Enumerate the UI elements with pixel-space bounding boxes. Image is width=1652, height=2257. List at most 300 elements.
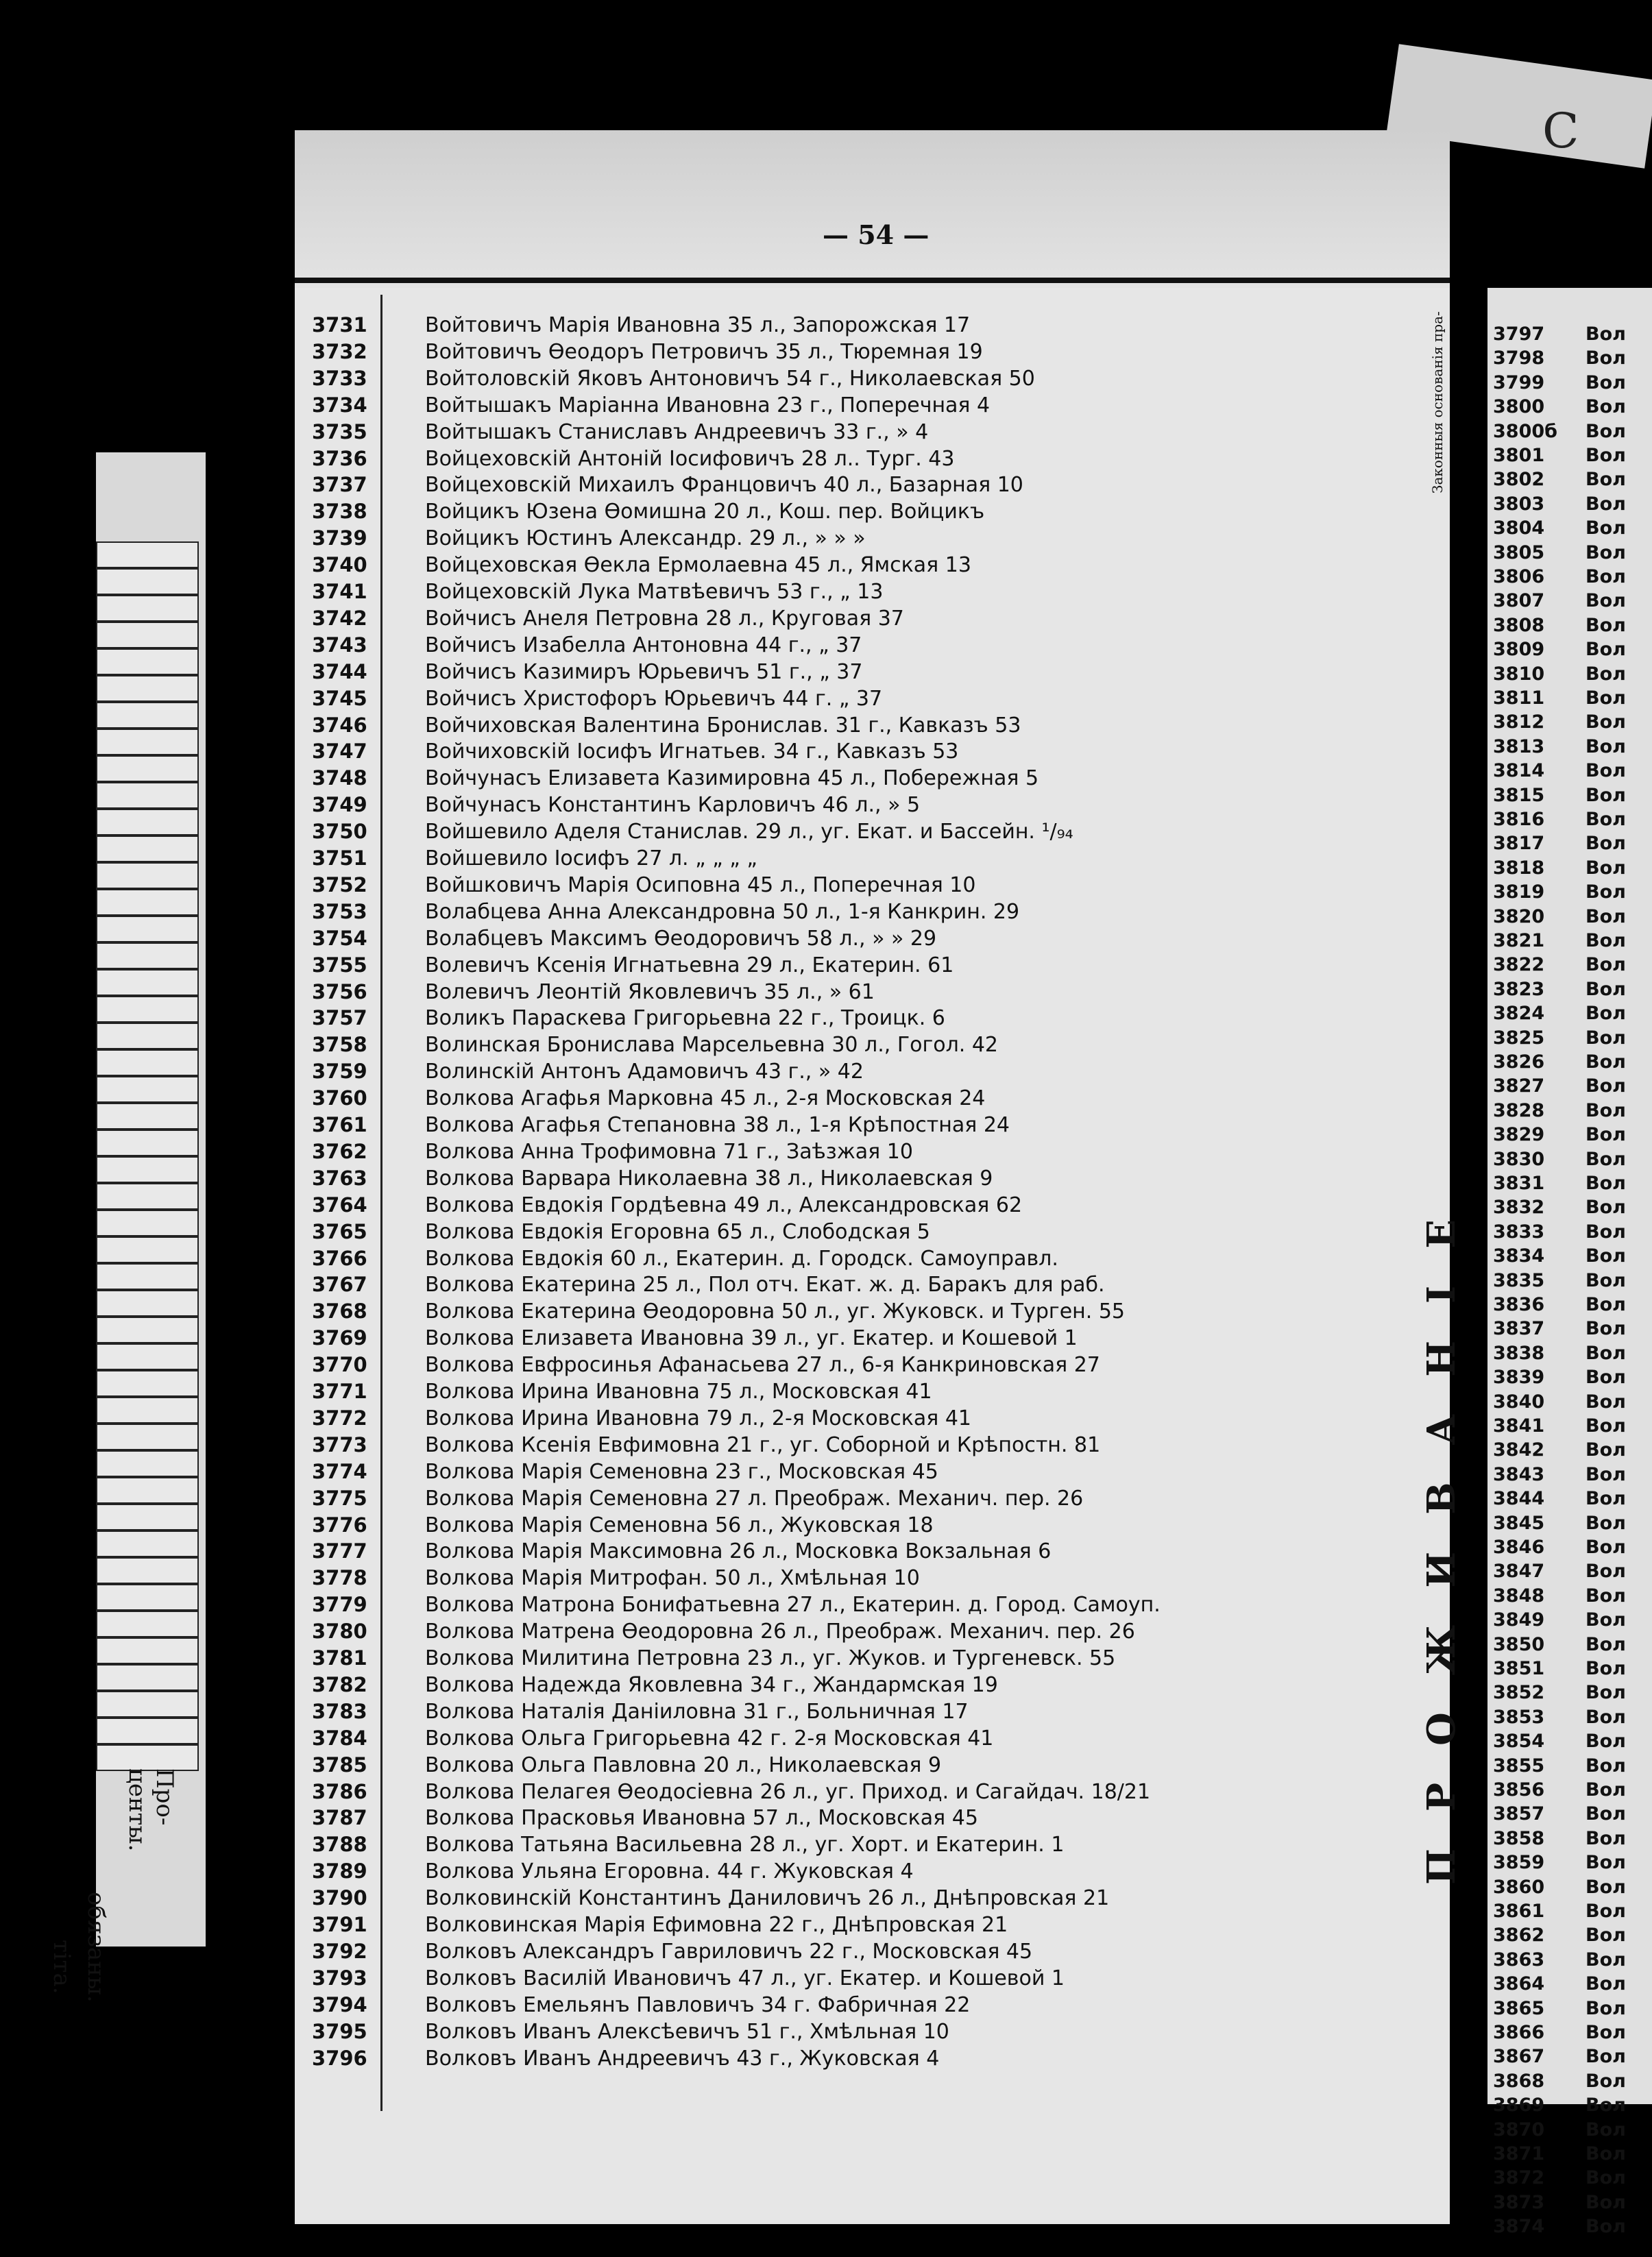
right-entry-text: Вол	[1586, 1949, 1626, 1971]
entry-text: Волкова Екатерина 25 л., Пол отч. Екат. ж. д. Баракъ для раб.	[425, 1273, 1105, 1297]
right-entry-text: Вол	[1586, 954, 1626, 976]
right-entry-number: 3865	[1493, 1997, 1545, 2019]
right-entry-number: 3874	[1493, 2216, 1545, 2238]
entry-number: 3778	[312, 1566, 367, 1590]
table-row	[302, 712, 1021, 738]
entry-number: 3792	[312, 1939, 367, 1963]
right-entry-text: Вол	[1586, 1027, 1626, 1049]
right-entry-text: Вол	[1586, 1197, 1626, 1219]
entry-text: Волкова Ольга Григорьевна 42 г. 2-я Московская 41	[425, 1726, 994, 1750]
table-row	[302, 1219, 930, 1245]
ledger-grid-cell	[96, 809, 199, 835]
entry-number: 3738	[312, 500, 367, 524]
entry-number: 3760	[312, 1086, 367, 1110]
left-strip-labels	[48, 1768, 206, 2042]
right-entry-number: 3861	[1493, 1901, 1545, 1922]
list-item	[1493, 1633, 1626, 1657]
entry-number: 3759	[312, 1060, 367, 1084]
entry-number: 3766	[312, 1246, 367, 1270]
list-item	[1493, 1923, 1626, 1947]
right-entry-number: 3822	[1493, 954, 1545, 976]
entry-text: Волкова Елизавета Ивановна 39 л., уг. Екатер. и Кошевой 1	[425, 1326, 1078, 1351]
right-entry-number: 3818	[1493, 857, 1545, 879]
entry-number: 3750	[312, 820, 367, 844]
list-item	[1493, 1317, 1626, 1341]
right-entry-text: Вол	[1586, 1803, 1626, 1825]
table-row	[302, 1698, 969, 1724]
entry-number: 3736	[312, 446, 367, 470]
right-entry-number: 3823	[1493, 978, 1545, 1000]
right-entry-text: Вол	[1586, 2046, 1626, 2068]
right-entry-text: Вол	[1586, 347, 1626, 369]
right-entry-number: 3873	[1493, 2191, 1545, 2213]
list-item	[1493, 662, 1626, 686]
right-entry-text: Вол	[1586, 1391, 1626, 1413]
right-entry-text: Вол	[1586, 1221, 1626, 1243]
right-entry-text: Вол	[1586, 905, 1626, 927]
list-item	[1493, 322, 1626, 346]
table-row	[302, 1591, 1161, 1618]
right-entry-text: Вол	[1586, 324, 1626, 345]
table-row	[302, 419, 928, 445]
right-entry-number: 3798	[1493, 347, 1545, 369]
entry-text: Войшевило Іосифъ 27 л. „ „ „ „	[425, 846, 757, 870]
right-entry-number: 3838	[1493, 1342, 1545, 1364]
ledger-grid-cell	[96, 889, 199, 916]
right-entry-number: 3834	[1493, 1245, 1545, 1267]
right-entry-text: Вол	[1586, 687, 1626, 709]
right-entry-text: Вол	[1586, 1148, 1626, 1170]
list-item	[1493, 2118, 1626, 2142]
right-entry-number: 3846	[1493, 1537, 1545, 1558]
right-entry-text: Вол	[1586, 2143, 1626, 2164]
table-row	[302, 2018, 949, 2045]
right-entry-number: 3845	[1493, 1512, 1545, 1534]
ledger-grid-cell	[96, 755, 199, 782]
entry-number: 3752	[312, 873, 367, 896]
side-note: Законныя основанія пра-	[1429, 311, 1446, 493]
right-entry-text: Вол	[1586, 1342, 1626, 1364]
right-entry-text: Вол	[1586, 1609, 1626, 1631]
table-row	[302, 979, 875, 1005]
list-item	[1493, 395, 1626, 419]
table-row	[302, 952, 953, 978]
list-item	[1493, 1535, 1626, 1559]
right-entry-text: Вол	[1586, 371, 1626, 393]
list-item	[1493, 2215, 1626, 2238]
list-item	[1493, 516, 1626, 540]
list-item	[1493, 1559, 1626, 1583]
left-page-strip	[96, 452, 206, 1947]
table-row	[302, 1085, 985, 1111]
entry-text: Волкова Ирина Ивановна 75 л., Московская 41	[425, 1380, 932, 1404]
right-entry-number: 3821	[1493, 930, 1545, 951]
right-entry-number: 3799	[1493, 371, 1545, 393]
left-strip-label: обязаны.	[82, 1892, 110, 2003]
ledger-grid-cell	[96, 1744, 199, 1771]
table-row	[302, 1245, 1058, 1271]
right-entry-number: 3826	[1493, 1051, 1545, 1073]
entry-text: Волкова Ульяна Егоровна. 44 г. Жуковская 4	[425, 1859, 914, 1884]
right-entry-number: 3808	[1493, 614, 1545, 636]
right-entry-number: 3840	[1493, 1391, 1545, 1413]
table-row	[302, 1485, 1083, 1511]
entry-number: 3782	[312, 1672, 367, 1696]
entry-text: Волкова Марія Семеновна 23 г., Московская 45	[425, 1459, 938, 1484]
right-entry-text: Вол	[1586, 1852, 1626, 1874]
right-entry-text: Вол	[1586, 760, 1626, 782]
list-item	[1493, 710, 1626, 734]
table-row	[302, 1325, 1078, 1351]
right-entry-number: 3836	[1493, 1294, 1545, 1315]
right-entry-text: Вол	[1586, 1173, 1626, 1194]
table-row	[302, 312, 970, 338]
entry-number: 3747	[312, 740, 367, 764]
ledger-grid-cell	[96, 648, 199, 675]
ledger-grid-cell	[96, 1664, 199, 1691]
right-entry-text: Вол	[1586, 1051, 1626, 1073]
entry-number: 3787	[312, 1806, 367, 1830]
ledger-grid-cell	[96, 942, 199, 969]
ledger-grid-cell	[96, 541, 199, 568]
list-item	[1493, 1244, 1626, 1268]
ledger-grid-cell	[96, 1290, 199, 1317]
table-row	[302, 1618, 1135, 1644]
entry-number: 3761	[312, 1113, 367, 1136]
entry-text: Войтышакъ Маріанна Ивановна 23 г., Поперечная 4	[425, 393, 991, 417]
list-item	[1493, 977, 1626, 1001]
table-row	[302, 525, 866, 551]
entry-number: 3790	[312, 1886, 367, 1910]
list-item	[1493, 735, 1626, 759]
list-item	[1493, 929, 1626, 953]
right-entry-text: Вол	[1586, 445, 1626, 466]
right-entry-number: 3858	[1493, 1827, 1545, 1849]
entry-number: 3791	[312, 1913, 367, 1936]
table-row	[302, 632, 862, 658]
right-entry-number: 3807	[1493, 590, 1545, 612]
list-item	[1493, 1171, 1626, 1195]
entry-text: Волкова Анна Трофимовна 71 г., Заѣзжая 10	[425, 1139, 913, 1164]
entry-number: 3765	[312, 1219, 367, 1243]
right-entry-number: 3844	[1493, 1488, 1545, 1510]
entry-text: Войтовичъ Өеодоръ Петровичъ 35 л., Тюремная 19	[425, 339, 983, 364]
right-entry-number: 3852	[1493, 1682, 1545, 1704]
entry-text: Войчиховскій Іосифъ Игнатьев. 34 г., Кавказъ 53	[425, 740, 959, 764]
list-item	[1493, 613, 1626, 637]
list-item	[1493, 783, 1626, 807]
ledger-grid-cell	[96, 1691, 199, 1718]
ledger-grid-cell	[96, 782, 199, 809]
right-entry-number: 3837	[1493, 1318, 1545, 1340]
list-item	[1493, 1269, 1626, 1293]
entry-number: 3775	[312, 1486, 367, 1510]
entry-number: 3735	[312, 419, 367, 443]
right-entry-number: 3802	[1493, 469, 1545, 491]
list-item	[1493, 1341, 1626, 1365]
right-entry-text: Вол	[1586, 809, 1626, 830]
entry-text: Волкова Наталія Даніиловна 31 г., Больничная 17	[425, 1699, 969, 1724]
entry-text: Войчисъ Изабелла Антоновна 44 г., „ 37	[425, 633, 862, 657]
right-entry-text: Вол	[1586, 881, 1626, 903]
entry-number: 3783	[312, 1699, 367, 1723]
table-row	[302, 899, 1019, 925]
left-strip-label: центы.	[123, 1768, 151, 1852]
list-item	[1493, 1584, 1626, 1608]
entry-number: 3743	[312, 633, 367, 657]
table-row	[302, 1938, 1032, 1964]
table-row	[302, 552, 971, 578]
list-item	[1493, 1802, 1626, 1826]
ledger-grid-cell	[96, 1317, 199, 1343]
right-entry-text: Вол	[1586, 1415, 1626, 1437]
corner-mark: С	[1542, 103, 1579, 159]
list-item	[1493, 1414, 1626, 1438]
page-number: — 54 —	[823, 219, 930, 250]
right-entry-text: Вол	[1586, 1367, 1626, 1389]
table-row	[302, 1378, 932, 1404]
right-entry-number: 3825	[1493, 1027, 1545, 1049]
entry-text: Войцеховскій Антоній Іосифовичъ 28 л.. Тург. 43	[425, 446, 955, 471]
right-entry-text: Вол	[1586, 541, 1626, 563]
entry-text: Волковъ Александръ Гавриловичъ 22 г., Московская 45	[425, 1939, 1033, 1964]
right-entry-number: 3866	[1493, 2022, 1545, 2043]
table-row	[302, 1192, 1022, 1218]
right-entry-number: 3830	[1493, 1148, 1545, 1170]
right-entry-text: Вол	[1586, 1585, 1626, 1607]
entry-text: Волкова Ксенія Евфимовна 21 г., уг. Соборной и Крѣпостн. 81	[425, 1432, 1101, 1457]
entry-text: Волевичъ Ксенія Игнатьевна 29 л., Екатерин. 61	[425, 953, 954, 977]
right-entry-number: 3839	[1493, 1367, 1545, 1389]
table-row	[302, 605, 904, 631]
list-item	[1493, 880, 1626, 904]
entry-text: Волинская Бронислава Марсельевна 30 л., Гогол. 42	[425, 1033, 999, 1058]
right-entry-text: Вол	[1586, 1269, 1626, 1291]
entry-number: 3758	[312, 1033, 367, 1057]
list-item	[1493, 1487, 1626, 1511]
right-entry-number: 3827	[1493, 1075, 1545, 1097]
table-row	[302, 1512, 934, 1538]
right-entry-text: Вол	[1586, 735, 1626, 757]
right-entry-number: 3857	[1493, 1803, 1545, 1825]
ledger-grid-cell	[96, 1343, 199, 1370]
table-row	[302, 1725, 993, 1751]
right-entry-number: 3868	[1493, 2070, 1545, 2092]
table-row	[302, 818, 1073, 844]
table-row	[302, 1058, 864, 1084]
list-item	[1493, 1899, 1626, 1923]
entry-number: 3780	[312, 1620, 367, 1644]
right-entry-text: Вол	[1586, 833, 1626, 855]
entry-number: 3769	[312, 1326, 367, 1350]
right-entry-number: 3800	[1493, 396, 1545, 418]
right-entry-number: 3860	[1493, 1876, 1545, 1898]
ledger-grid-cell	[96, 1023, 199, 1049]
list-item	[1493, 1074, 1626, 1098]
list-item	[1493, 1050, 1626, 1074]
ledger-grid-cell	[96, 1450, 199, 1477]
list-item	[1493, 1875, 1626, 1899]
entry-text: Волковъ Емельянъ Павловичъ 34 г. Фабричная 22	[425, 1992, 971, 2017]
right-entry-text: Вол	[1586, 2070, 1626, 2092]
entry-text: Войчисъ Христофоръ Юрьевичъ 44 г. „ 37	[425, 686, 883, 711]
list-item	[1493, 565, 1626, 589]
table-row	[302, 765, 1038, 791]
table-row	[302, 1805, 978, 1831]
list-item	[1493, 1463, 1626, 1487]
right-entry-text: Вол	[1586, 1731, 1626, 1753]
table-row	[302, 1831, 1064, 1857]
entry-number: 3789	[312, 1859, 367, 1883]
table-row	[302, 792, 920, 818]
entry-text: Волкова Матрена Өеодоровна 26 л., Преображ. Механич. пер. 26	[425, 1620, 1135, 1644]
ledger-grid-cell	[96, 1530, 199, 1557]
list-item	[1493, 1438, 1626, 1462]
right-entry-number: 3832	[1493, 1197, 1545, 1219]
entry-number: 3756	[312, 979, 367, 1003]
right-entry-text: Вол	[1586, 1439, 1626, 1461]
ledger-grid-cell	[96, 1637, 199, 1664]
entry-number: 3739	[312, 526, 367, 550]
ledger-grid-cell	[96, 1477, 199, 1504]
table-row	[302, 2045, 939, 2071]
entry-number: 3749	[312, 793, 367, 817]
right-entry-text: Вол	[1586, 930, 1626, 951]
list-item	[1493, 1681, 1626, 1705]
entry-number: 3772	[312, 1406, 367, 1430]
ledger-grid-cell	[96, 1424, 199, 1450]
right-entry-text: Вол	[1586, 1075, 1626, 1097]
list-item	[1493, 2069, 1626, 2093]
right-entry-text: Вол	[1586, 2216, 1626, 2238]
right-entry-number: 3829	[1493, 1124, 1545, 1146]
entry-text: Волкова Екатерина Өеодоровна 50 л., уг. Жуковск. и Турген. 55	[425, 1300, 1126, 1324]
entry-text: Войчисъ Казимиръ Юрьевичъ 51 г., „ 37	[425, 659, 863, 684]
right-entry-number: 3812	[1493, 711, 1545, 733]
right-entry-text: Вол	[1586, 1633, 1626, 1655]
right-entry-number: 3809	[1493, 639, 1545, 661]
entry-text: Волковъ Василій Ивановичъ 47 л., уг. Екатер. и Кошевой 1	[425, 1966, 1065, 1990]
right-entry-number: 3803	[1493, 493, 1545, 515]
right-entry-text: Вол	[1586, 663, 1626, 685]
right-entry-text: Вол	[1586, 1245, 1626, 1267]
entry-number: 3744	[312, 659, 367, 683]
right-entry-text: Вол	[1586, 566, 1626, 587]
right-entry-text: Вол	[1586, 420, 1626, 442]
list-item	[1493, 1754, 1626, 1778]
right-entry-text: Вол	[1586, 590, 1626, 612]
list-item	[1493, 1827, 1626, 1851]
right-entry-text: Вол	[1586, 1003, 1626, 1025]
table-row	[302, 1779, 1150, 1805]
table-row	[302, 1645, 1115, 1671]
right-entry-number: 3820	[1493, 905, 1545, 927]
entry-text: Войшевило Аделя Станислав. 29 л., уг. Екат. и Бассейн. ¹/₉₄	[425, 820, 1073, 844]
right-entry-number: 3817	[1493, 833, 1545, 855]
right-entry-number: 3851	[1493, 1658, 1545, 1679]
entry-number: 3770	[312, 1353, 367, 1377]
entry-text: Войцеховская Өекла Ермолаевна 45 л., Ямская 13	[425, 553, 971, 578]
right-entry-text: Вол	[1586, 1755, 1626, 1777]
entry-text: Волкова Марія Митрофан. 50 л., Хмѣльная 10	[425, 1566, 920, 1591]
right-entry-text: Вол	[1586, 2191, 1626, 2213]
entry-text: Войтышакъ Станиславъ Андреевичъ 33 г., » 4	[425, 419, 929, 444]
left-strip-label: Про-	[151, 1768, 178, 1826]
entry-text: Волкова Евдокія Гордѣевна 49 л., Александровская 62	[425, 1193, 1023, 1217]
right-entry-number: 3855	[1493, 1755, 1545, 1777]
list-item	[1493, 953, 1626, 977]
entry-text: Волкова Пелагея Өеодосіевна 26 л., уг. Приход. и Сагайдач. 18/21	[425, 1779, 1151, 1804]
right-entry-number: 3811	[1493, 687, 1545, 709]
right-entry-number: 3831	[1493, 1173, 1545, 1194]
list-item	[1493, 1220, 1626, 1244]
right-entry-number: 3842	[1493, 1439, 1545, 1461]
right-entry-number: 3859	[1493, 1852, 1545, 1874]
list-item	[1493, 1511, 1626, 1535]
right-entry-text: Вол	[1586, 1463, 1626, 1485]
ledger-grid-cell	[96, 595, 199, 622]
right-entry-number: 3828	[1493, 1099, 1545, 1121]
entry-text: Волкова Ольга Павловна 20 л., Николаевская 9	[425, 1753, 942, 1777]
right-entry-text: Вол	[1586, 1901, 1626, 1922]
right-entry-text: Вол	[1586, 396, 1626, 418]
entry-number: 3733	[312, 366, 367, 390]
entry-text: Волкова Марія Максимовна 26 л., Московка Вокзальная 6	[425, 1539, 1052, 1564]
list-item	[1493, 1001, 1626, 1025]
right-entry-number: 3835	[1493, 1269, 1545, 1291]
list-item	[1493, 346, 1626, 370]
table-row	[302, 1432, 1100, 1458]
table-row	[302, 446, 955, 472]
entry-text: Волкова Евдокія 60 л., Екатерин. д. Городск. Самоуправл.	[425, 1246, 1058, 1271]
ledger-grid-cell	[96, 1130, 199, 1156]
right-entry-number: 3814	[1493, 760, 1545, 782]
entry-text: Волковъ Иванъ Алексѣевичъ 51 г., Хмѣльная 10	[425, 2019, 949, 2044]
table-row	[302, 659, 862, 685]
entry-text: Войчиховская Валентина Бронислав. 31 г., Кавказъ 53	[425, 713, 1021, 737]
left-strip-label: тіта.	[48, 1940, 75, 1994]
ledger-grid-cell	[96, 862, 199, 889]
table-row	[302, 339, 983, 365]
ledger-grid-cell	[96, 969, 199, 996]
right-entry-text: Вол	[1586, 1512, 1626, 1534]
entry-text: Волковинская Марія Ефимовна 22 г., Днѣпровская 21	[425, 1913, 1008, 1937]
ledger-grid-cell	[96, 1584, 199, 1611]
right-entry-number: 3810	[1493, 663, 1545, 685]
entry-number: 3794	[312, 1992, 367, 2016]
table-row	[302, 1005, 945, 1031]
ledger-grid-cell	[96, 1557, 199, 1584]
ledger-grid-cell	[96, 675, 199, 702]
entry-number: 3748	[312, 766, 367, 790]
entry-number: 3731	[312, 313, 367, 337]
table-row	[302, 925, 936, 951]
entry-number: 3745	[312, 686, 367, 710]
right-entry-text: Вол	[1586, 1294, 1626, 1315]
entry-number: 3763	[312, 1166, 367, 1190]
list-item	[1493, 1948, 1626, 1972]
entry-number: 3746	[312, 713, 367, 737]
list-item	[1493, 1778, 1626, 1802]
entry-number: 3786	[312, 1779, 367, 1803]
list-item	[1493, 686, 1626, 710]
entry-number: 3751	[312, 846, 367, 870]
entry-text: Волкова Агафья Степановна 38 л., 1-я Крѣпостная 24	[425, 1113, 1010, 1137]
entry-text: Волкова Марія Семеновна 56 л., Жуковская 18	[425, 1513, 934, 1537]
entry-number: 3779	[312, 1593, 367, 1617]
right-entry-text: Вол	[1586, 1124, 1626, 1146]
entry-number: 3737	[312, 473, 367, 497]
